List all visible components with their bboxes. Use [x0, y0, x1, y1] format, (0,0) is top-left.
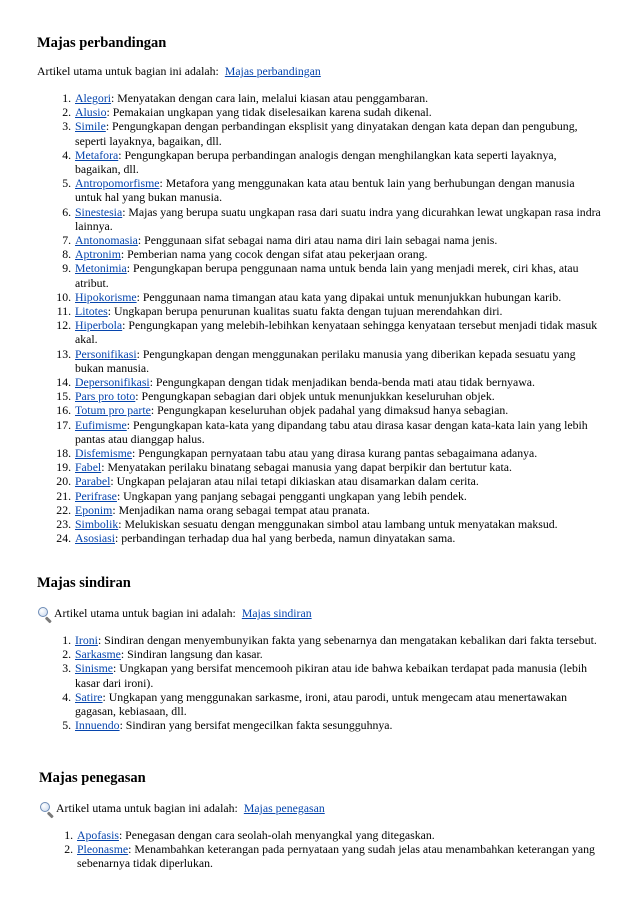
list-item: [74, 247, 603, 261]
term-link[interactable]: Perifrase: [75, 488, 117, 503]
list-item: [74, 119, 603, 147]
list-item: [74, 261, 603, 289]
term-description: : Pengungkapan berupa penggunaan nama untuk benda lain yang menjadi merek, ciri khas, atau atribut.: [75, 261, 579, 290]
term-link[interactable]: Depersonifikasi: [75, 375, 150, 390]
list-item: [74, 389, 603, 403]
main-article-link[interactable]: Majas perbandingan: [224, 64, 321, 78]
term-link[interactable]: Fabel: [75, 460, 102, 475]
list-item: [74, 418, 603, 446]
list-item: [74, 318, 603, 346]
document-page: [37, 34, 603, 871]
list-item: [74, 105, 603, 119]
list-item: [74, 661, 603, 689]
list-item: [74, 290, 603, 304]
list-item: [76, 842, 603, 870]
term-link[interactable]: Apofasis: [77, 828, 119, 842]
list-item: [74, 503, 603, 517]
term-link[interactable]: Antropomorfisme: [75, 176, 160, 191]
term-description: : Pengungkapan pernyataan tabu atau yang dirasa kurang pantas sebagaimana adanya.: [132, 446, 538, 461]
list-item: [74, 718, 603, 732]
term-description: : Pengungkapan dengan perbandingan eksplisit yang dinyatakan dengan kata depan dan pengubung, seperti layaknya, bagaikan, dll.: [75, 119, 578, 148]
magnifier-icon: [37, 607, 53, 621]
term-link[interactable]: Sinisme: [75, 661, 114, 676]
main-article-link[interactable]: Majas sindiran: [241, 606, 312, 620]
section-majas-sindiran: [37, 574, 603, 732]
main-article-text: Artikel utama untuk bagian ini adalah:: [37, 64, 219, 78]
term-link[interactable]: Metonimia: [75, 261, 127, 276]
term-link[interactable]: Eponim: [75, 502, 113, 517]
main-article-note: [39, 801, 603, 816]
term-link[interactable]: Eufimisme: [75, 417, 127, 432]
term-description: : Penggunaan nama timangan atau kata yang dipakai untuk menunjukkan hubungan karib.: [136, 289, 562, 304]
term-link[interactable]: Parabel: [75, 474, 111, 489]
term-link[interactable]: Metafora: [75, 147, 119, 162]
term-description: : Sindiran yang bersifat mengecilkan fakta sesungguhnya.: [119, 718, 393, 733]
majas-list: [37, 633, 603, 732]
term-link[interactable]: Simbolik: [75, 517, 119, 532]
term-link[interactable]: Aptronim: [75, 247, 121, 262]
list-item: [74, 446, 603, 460]
list-item: [74, 403, 603, 417]
term-description: : Menjadikan nama orang sebagai tempat atau pranata.: [112, 502, 370, 517]
term-link[interactable]: Alusio: [75, 105, 107, 120]
term-description: : Menyatakan dengan cara lain, melalui kiasan atau penggambaran.: [111, 91, 429, 105]
main-article-note: [37, 606, 603, 621]
list-item: [74, 647, 603, 661]
term-description: : Ungkapan pelajaran atau nilai tetapi dikiaskan atau disamarkan dalam cerita.: [110, 474, 479, 489]
section-title: Majas perbandingan: [37, 35, 167, 51]
list-item: [74, 304, 603, 318]
list-item: [74, 375, 603, 389]
term-link[interactable]: Satire: [75, 689, 103, 704]
term-description: : Menyatakan perilaku binatang sebagai manusia yang dapat berpikir dan bertutur kata.: [101, 460, 512, 475]
list-item: [74, 347, 603, 375]
term-description: : Pengungkapan sebagian dari objek untuk menunjukkan keseluruhan objek.: [135, 389, 495, 404]
term-link[interactable]: Hiperbola: [75, 318, 123, 333]
term-description: : perbandingan terhadap dua hal yang berbeda, namun dinyatakan sama.: [114, 531, 456, 546]
section-title: Majas sindiran: [37, 575, 131, 591]
term-link[interactable]: Totum pro parte: [75, 403, 151, 418]
term-description: : Pengungkapan kata-kata yang dipandang tabu atau dirasa kasar dengan kata-kata lain yang lebih pantas atau dianggap halus.: [75, 417, 588, 446]
term-link[interactable]: Litotes: [75, 304, 108, 319]
main-article-text: Artikel utama untuk bagian ini adalah:: [56, 801, 238, 815]
term-description: : Menambahkan keterangan pada pernyataan yang sudah jelas atau menambahkan keterangan yang sebenarnya tidak diperlukan.: [77, 842, 595, 871]
magnifier-icon: [39, 802, 55, 816]
term-description: : Sindiran dengan menyembunyikan fakta yang sebenarnya dan mengatakan kebalikan dari fakta tersebut.: [97, 633, 597, 647]
term-description: : Pemberian nama yang cocok dengan sifat atau pekerjaan orang.: [120, 247, 428, 262]
list-item: [74, 176, 603, 204]
main-article-text: Artikel utama untuk bagian ini adalah:: [54, 606, 236, 620]
term-link[interactable]: Sarkasme: [75, 647, 121, 662]
main-article-note: [37, 64, 603, 79]
majas-list: [37, 91, 603, 546]
list-item: [74, 148, 603, 176]
term-link[interactable]: Asosiasi: [75, 531, 115, 546]
term-description: : Majas yang berupa suatu ungkapan rasa dari suatu indra yang dicurahkan lewat ungkapan rasa indra lainnya.: [75, 204, 601, 233]
term-description: : Ungkapan berupa penurunan kualitas suatu fakta dengan tujuan merendahkan diri.: [107, 304, 503, 319]
section-title: Majas penegasan: [39, 770, 146, 786]
term-link[interactable]: Antonomasia: [75, 233, 138, 248]
term-link[interactable]: Sinestesia: [75, 204, 123, 219]
term-link[interactable]: Simile: [75, 119, 106, 134]
list-item: [74, 91, 603, 105]
term-description: : Pengungkapan berupa perbandingan analogis dengan menghilangkan kata seperti layaknya, bagaikan, dll.: [75, 147, 557, 177]
term-description: : Melukiskan sesuatu dengan menggunakan simbol atau lambang untuk menyatakan maksud.: [118, 517, 558, 532]
list-item: [74, 489, 603, 503]
term-description: : Ungkapan yang menggunakan sarkasme, ironi, atau parodi, untuk mengecam atau menertawakan gagasan, kebiasaan, dll.: [75, 689, 568, 719]
term-link[interactable]: Ironi: [75, 633, 98, 647]
list-item: [74, 474, 603, 488]
term-description: : Penegasan dengan cara seolah-olah menyangkal yang ditegaskan.: [118, 828, 435, 842]
term-link[interactable]: Pars pro toto: [75, 389, 136, 404]
term-description: : Pemakaian ungkapan yang tidak diselesaikan karena sudah dikenal.: [106, 105, 432, 120]
term-link[interactable]: Disfemisme: [75, 446, 133, 461]
term-description: : Penggunaan sifat sebagai nama diri atau nama diri lain sebagai nama jenis.: [137, 233, 498, 248]
term-description: : Sindiran langsung dan kasar.: [120, 647, 263, 662]
section-majas-penegasan: [39, 769, 603, 871]
majas-list: [39, 828, 603, 871]
list-item: [74, 517, 603, 531]
term-description: : Ungkapan yang panjang sebagai pengganti ungkapan yang lebih pendek.: [116, 488, 467, 503]
term-link[interactable]: Personifikasi: [75, 346, 137, 361]
term-link[interactable]: Pleonasme: [77, 842, 129, 857]
list-item: [74, 690, 603, 718]
list-item: [74, 233, 603, 247]
list-item: [76, 828, 603, 842]
term-description: : Metafora yang menggunakan kata atau bentuk lain yang berhubungan dengan manusia untuk hal yang bukan manusia.: [75, 176, 575, 205]
list-item: [74, 633, 603, 647]
main-article-link[interactable]: Majas penegasan: [243, 801, 325, 815]
term-link[interactable]: Alegori: [75, 91, 112, 105]
list-item: [74, 460, 603, 474]
list-item: [74, 531, 603, 545]
term-description: : Pengungkapan yang melebih-lebihkan kenyataan sehingga kenyataan tersebut menjadi tidak masuk akal.: [75, 318, 598, 347]
term-description: : Ungkapan yang bersifat mencemooh pikiran atau ide bahwa kebaikan terdapat pada manusia (lebih kasar dari ironi).: [75, 661, 588, 690]
term-description: : Pengungkapan keseluruhan objek padahal yang dimaksud hanya sebagian.: [150, 403, 509, 418]
section-majas-perbandingan: [37, 34, 603, 546]
term-description: : Pengungkapan dengan menggunakan perilaku manusia yang diberikan kepada sesuatu yang bukan manusia.: [75, 346, 576, 375]
term-link[interactable]: Hipokorisme: [75, 289, 137, 304]
list-item: [74, 205, 603, 233]
term-description: : Pengungkapan dengan tidak menjadikan benda-benda mati atau tidak bernyawa.: [149, 375, 535, 390]
term-link[interactable]: Innuendo: [75, 718, 120, 733]
